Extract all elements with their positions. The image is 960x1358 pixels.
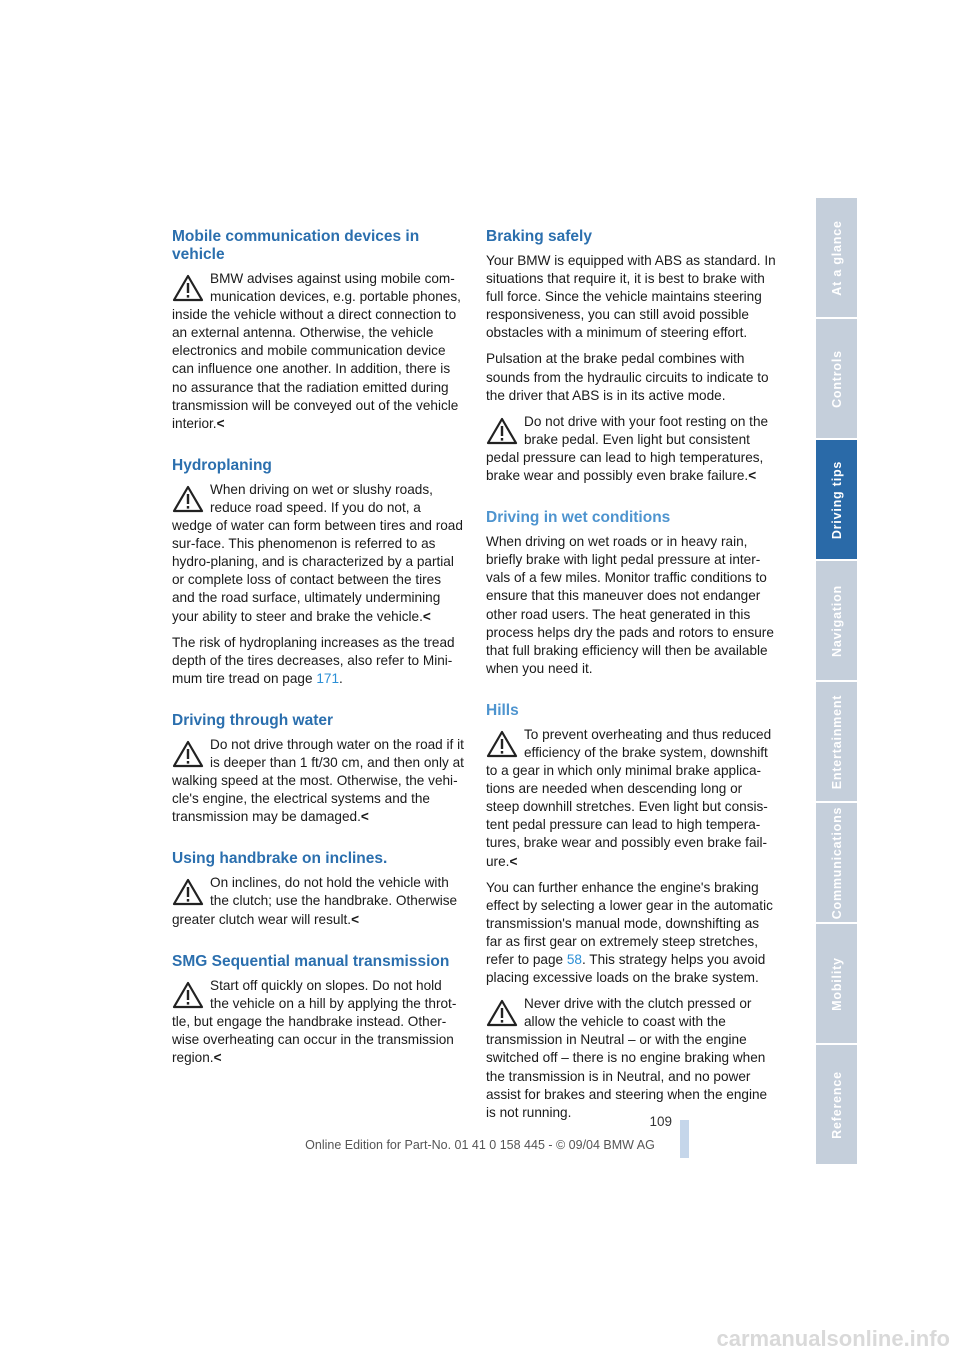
- paragraph-engine-braking: [486, 879, 778, 988]
- section-title-mobile: Mobile communication devices in vehicle: [172, 228, 420, 263]
- end-marker: <: [509, 853, 518, 869]
- paragraph-pulsation: Pulsation at the brake pedal combines with sounds from the hydraulic circuits to indicate to the driver that ABS is in its active mode.: [486, 351, 769, 403]
- sidebar-tab-driving-tips[interactable]: [816, 440, 857, 559]
- chapter-sidebar: [816, 198, 857, 1166]
- sidebar-tab-label: Navigation: [829, 584, 844, 657]
- warning-triangle-icon: [486, 417, 520, 447]
- sidebar-tab-mobility[interactable]: [816, 924, 857, 1043]
- end-marker: <: [351, 911, 360, 927]
- section-title-braking: Braking safely: [486, 228, 592, 245]
- paragraph-tread: [172, 634, 464, 688]
- warning-text: Do not drive with your foot resting on the brake pedal. Even light but consistent pedal pressure can lead to high temperatures, brake wear and possibly even brake failure.: [486, 413, 769, 484]
- section-title-wet: Driving in wet conditions: [486, 509, 671, 527]
- warning-hydroplaning: [172, 481, 464, 626]
- section-title-hydroplaning: Hydroplaning: [172, 456, 272, 474]
- warning-triangle-icon: [172, 981, 206, 1011]
- section-title-smg: SMG Sequential manual transmission: [172, 952, 450, 970]
- sidebar-tab-controls[interactable]: [816, 319, 857, 438]
- warning-smg: [172, 977, 464, 1067]
- end-marker: <: [748, 468, 757, 484]
- warning-text: Start off quickly on slopes. Do not hold the vehicle on a hill by applying the throt-tle, but engage the handbrake instead. Other-wise overheating can occur in the transmission region.: [172, 977, 457, 1065]
- sidebar-tab-label: Mobility: [829, 956, 844, 1011]
- warning-handbrake: [172, 874, 464, 928]
- warning-triangle-icon: [172, 878, 206, 908]
- sidebar-tab-label: At a glance: [829, 219, 844, 296]
- warning-hills-1: [486, 726, 778, 871]
- sidebar-tab-entertainment[interactable]: [816, 682, 857, 801]
- warning-triangle-icon: [172, 740, 206, 770]
- warning-braking: [486, 413, 778, 485]
- section-title-handbrake: Using handbrake on inclines.: [172, 850, 388, 868]
- warning-text: On inclines, do not hold the vehicle with the clutch; use the handbrake. Otherwise greater clutch wear will result.: [172, 875, 458, 927]
- warning-mobile: [172, 270, 464, 433]
- warning-text: To prevent overheating and thus reduced efficiency of the brake system, downshift to a gear in which only minimal brake applica-tions are needed when descending long or steep downhill stretches. Even light but consis-tent pedal pressure can lead to high tempera-tures, brake wear and possibly even brake fail-ure.: [486, 726, 772, 869]
- sidebar-tab-label: Entertainment: [829, 694, 844, 789]
- end-marker: <: [213, 1050, 222, 1065]
- page-number: 109: [649, 1114, 672, 1129]
- page-reference-link[interactable]: 58: [566, 952, 582, 967]
- sidebar-tab-label: Communications: [829, 806, 844, 919]
- warning-water: [172, 736, 464, 826]
- paragraph-text: The risk of hydroplaning increases as the tread depth of the tires decreases, also refer to Mini-mum tire tread on page: [172, 634, 455, 686]
- paragraph-text: You can further enhance the engine's braking effect by selecting a lower gear in the automatic transmission's manual mode, downshifting as far as first gear on extremely steep stretches, refer to page: [486, 879, 773, 967]
- watermark: carmanualsonline.info: [716, 1326, 950, 1351]
- sidebar-tab-label: Reference: [829, 1070, 844, 1139]
- paragraph-wet: When driving on wet roads or in heavy rain, briefly brake with light pedal pressure at inter-vals of a few miles. Monitor traffic conditions to ensure that this maneuver does not endanger other road users. The heat generated in this process helps dry the pads and rotors to ensure that full braking efficiency will then be available when you need it.: [486, 534, 774, 676]
- warning-text: Do not drive through water on the road if it is deeper than 1 ft/30 cm, and then only at walking speed at the most. Otherwise, the vehi-cle's engine, the electrical systems and the transmission may be damaged.: [172, 736, 464, 825]
- sidebar-tab-label: Controls: [829, 349, 844, 408]
- warning-hills-2: [486, 995, 778, 1122]
- warning-text: Never drive with the clutch pressed or allow the vehicle to coast with the transmission in Neutral – or with the engine switched off – there is no engine braking when the transmission is in Neutral, and no power assist for brakes and steering when the engine is not running.: [486, 996, 768, 1120]
- paragraph-abs: Your BMW is equipped with ABS as standard. In situations that require it, it is best to brake with full force. Since the vehicle maintains steering responsiveness, you can still avoid possible obstacles with a minimum of steering effort.: [486, 253, 776, 341]
- sidebar-tab-label: Driving tips: [829, 460, 844, 539]
- sidebar-tab-communications[interactable]: [816, 803, 857, 922]
- end-marker: <: [422, 608, 431, 624]
- left-column: [172, 228, 464, 1075]
- paragraph-text: . This strategy helps you avoid placing excessive loads on the brake system.: [486, 952, 766, 986]
- warning-text: BMW advises against using mobile com-munication devices, e.g. portable phones, inside the vehicle without a direct connection to an external antenna. Otherwise, the vehicle electronics and mobile communication device can influence one another. In addition, there is no assurance that the radiation emitted during transmission will be conveyed out of the vehicle interior.: [172, 271, 461, 431]
- section-title-water: Driving through water: [172, 711, 334, 729]
- warning-triangle-icon: [486, 999, 520, 1029]
- section-title-hills: Hills: [486, 701, 519, 719]
- warning-text: When driving on wet or slushy roads, reduce road speed. If you do not, a wedge of water can form between tires and road sur-face. This phenomenon is referred to as hydro-planing, and is characterized by a partial or complete loss of contact between the tires and the road surface, ultimately undermining your ability to steer and brake the vehicle.: [172, 481, 463, 624]
- warning-triangle-icon: [172, 485, 206, 515]
- footer-edition: Online Edition for Part-No. 01 41 0 158 445 - © 09/04 BMW AG: [305, 1138, 655, 1152]
- sidebar-tab-at-a-glance[interactable]: [816, 198, 857, 317]
- warning-triangle-icon: [172, 274, 206, 304]
- end-marker: <: [360, 809, 369, 825]
- warning-triangle-icon: [486, 730, 520, 760]
- paragraph-text: .: [339, 670, 343, 686]
- right-column: [486, 228, 778, 1130]
- sidebar-tab-navigation[interactable]: [816, 561, 857, 680]
- page-reference-link[interactable]: 171: [316, 670, 340, 686]
- end-marker: <: [216, 415, 225, 431]
